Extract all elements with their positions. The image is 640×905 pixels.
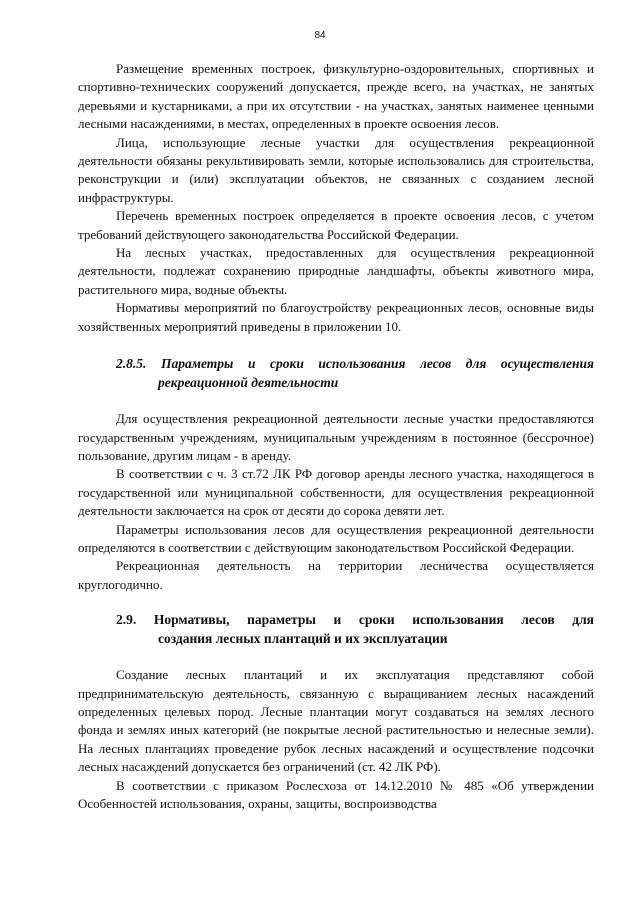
paragraph: Нормативы мероприятий по благоустройству рекреационных лесов, основные виды хозяйственных мероприятий приведены в приложении 10.	[78, 300, 594, 334]
page-number: 84	[314, 30, 326, 41]
page-content	[78, 60, 594, 813]
section-heading-line: создания лесных плантаций и их эксплуатации	[158, 631, 448, 647]
paragraph: Рекреационная деятельность на территории лесничества осуществляется круглогодично.	[78, 558, 594, 592]
section-heading-line: рекреационной деятельности	[158, 375, 339, 391]
paragraph: Создание лесных плантаций и их эксплуатация представляют собой предпринимательскую деятельность, связанную с выращиванием лесных насаждений определенных целевых пород. Лесные плантации могут создаваться на землях лесного фонда и землях иных категорий (не покрытые лесной растительностью и нелесные земли). На лесных плантациях проведение рубок лесных насаждений и осуществление подсочки лесных насаждений допускается без ограничений (ст. 42 ЛК РФ).	[78, 667, 594, 775]
section-heading-2-9	[78, 610, 594, 648]
paragraph: Для осуществления рекреационной деятельности лесные участки предоставляются государственным учреждениям, муниципальным учреждениям в постоянное (бессрочное) пользование, другим лицам - в аренду.	[78, 411, 594, 463]
section-heading-line: 2.9. Нормативы, параметры и сроки использования лесов для	[116, 612, 594, 628]
paragraph: В соответствии с ч. 3 ст.72 ЛК РФ договор аренды лесного участка, находящегося в государственной или муниципальной собственности, для осуществления рекреационной деятельности заключается на срок от десяти до сорока девяти лет.	[78, 466, 594, 519]
paragraph: Перечень временных построек определяется в проекте освоения лесов, с учетом требований действующего законодательства Российской Федерации.	[78, 208, 594, 242]
paragraph: На лесных участках, предоставленных для осуществления рекреационной деятельности, подлежат сохранению природные ландшафты, объекты животного мира, растительного мира, водные объекты.	[78, 245, 594, 297]
paragraph: Лица, использующие лесные участки для осуществления рекреационной деятельности обязаны рекультивировать земли, которые использовались для строительства, реконструкции и (или) эксплуатации объектов, не связанных с созданием лесной инфраструктуры.	[78, 134, 594, 205]
paragraph: Размещение временных построек, физкультурно-оздоровительных, спортивных и спортивно-технических сооружений допускается, прежде всего, на участках, не занятых деревьями и кустарниками, а при их отсутствии - на участках, занятых наименее ценными лесными насаждениями, в местах, определенных в проекте освоения лесов.	[78, 61, 594, 132]
paragraph: Параметры использования лесов для осуществления рекреационной деятельности определяются в соответствии с действующим законодательством Российской Федерации.	[78, 521, 594, 555]
section-heading-line: 2.8.5. Параметры и сроки использования лесов для осуществления	[116, 356, 594, 372]
section-heading-2-8-5	[78, 354, 594, 392]
paragraph: В соответствии с приказом Рослесхоза от 14.12.2010 № 485 «Об утверждении Особенностей использования, охраны, защиты, воспроизводства	[78, 777, 594, 811]
